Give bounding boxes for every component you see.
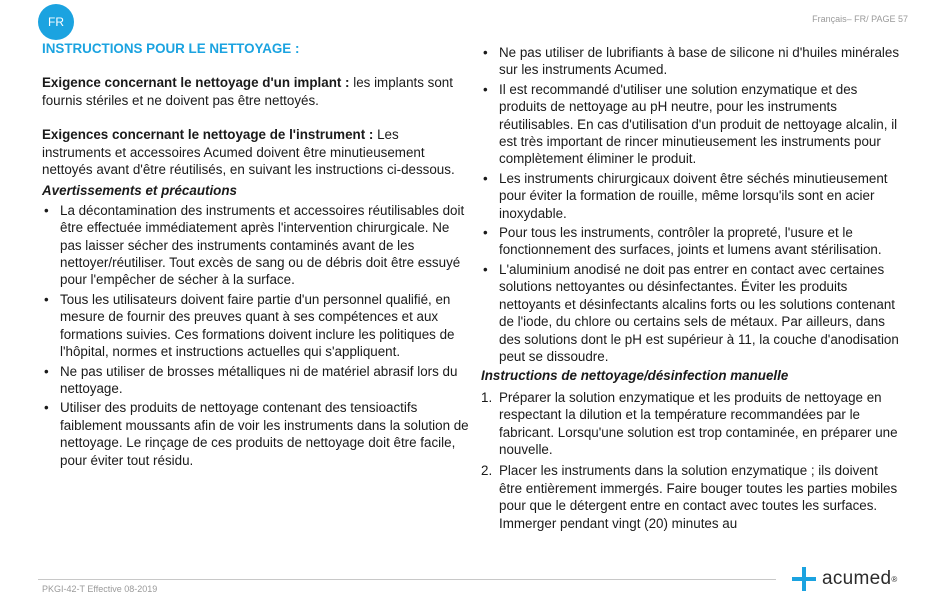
precautions-list bbox=[481, 44, 903, 365]
list-item: • Les instruments chirurgicaux doivent être séchés minutieusement pour éviter la formation de rouille, même lorsqu'ils sont en acier inoxydable. bbox=[481, 170, 903, 222]
step-text: Placer les instruments dans la solution enzymatique ; ils doivent être entièrement immergés. Faire bouger toutes les parties mobiles pour que le détergent entre en contact avec toutes les surfaces. Immerger pendant vingt (20) minutes au bbox=[499, 463, 898, 531]
list-item: • Pour tous les instruments, contrôler la propreté, l'usure et le fonctionnement des surfaces, joints et lumens avant stérilisation. bbox=[481, 224, 903, 259]
manual-cleaning-steps bbox=[481, 389, 903, 532]
instrument-requirement-label: Exigences concernant le nettoyage de l'instrument : bbox=[42, 127, 374, 143]
step-number: 1. bbox=[481, 389, 493, 405]
list-item: • Ne pas utiliser de brosses métalliques ni de matériel abrasif lors du nettoyage. bbox=[42, 363, 470, 398]
list-item: • Ne pas utiliser de lubrifiants à base de silicone ni d'huiles minérales sur les instruments Acumed. bbox=[481, 44, 903, 79]
instrument-requirement bbox=[42, 126, 470, 178]
step-item bbox=[481, 389, 903, 459]
step-text: Préparer la solution enzymatique et les produits de nettoyage en respectant la dilution et la température recommandées par le fabricant. Lorsqu'une solution est trop contaminée, en préparer une nouvelle. bbox=[499, 389, 898, 457]
section-title: INSTRUCTIONS POUR LE NETTOYAGE : bbox=[42, 41, 300, 56]
list-item: • La décontamination des instruments et accessoires réutilisables doit être effectuée immédiatement après l'intervention chirurgicale. Ne pas laisser sécher des instruments contaminés avant de les nettoyer/réutiliser. Tout excès de sang ou de débris doit être essuyé pour l'empêcher de sécher à la surface. bbox=[42, 202, 470, 289]
warnings-list bbox=[42, 202, 470, 469]
list-item: • Utiliser des produits de nettoyage contenant des tensioactifs faiblement moussants afin de voir les instruments dans la solution de nettoyage. Le rinçage de ces produits de nettoyage doit être facile, pour éviter tout résidu. bbox=[42, 399, 470, 469]
language-badge: FR bbox=[38, 4, 74, 40]
step-item bbox=[481, 462, 903, 532]
footer-divider bbox=[38, 579, 776, 580]
list-item: • L'aluminium anodisé ne doit pas entrer en contact avec certaines solutions nettoyantes ou désinfectantes. Éviter les produits nettoyants et désinfectants alcalins forts ou les solutions contenant de l'iode, du chlore ou certains sels de métaux. Par ailleurs, dans des solutions dont le pH est supérieur à 11, la couche d'anodisation peut se dissoudre. bbox=[481, 261, 903, 365]
implant-requirement-label: Exigence concernant le nettoyage d'un implant : bbox=[42, 75, 350, 91]
implant-requirement-text: les implants sont fournis stériles et ne doivent pas être nettoyés. bbox=[42, 75, 453, 108]
registered-mark: ® bbox=[891, 574, 898, 584]
implant-requirement bbox=[42, 74, 470, 109]
list-item: • Il est recommandé d'utiliser une solution enzymatique et des produits de nettoyage au pH neutre, pour les instruments réutilisables. En cas d'utilisation d'un produit de nettoyage alcalin, il est très important de rincer minutieusement les instruments pour complètement éliminer le produit. bbox=[481, 81, 903, 168]
acumed-logo bbox=[792, 567, 897, 591]
cross-logo-icon bbox=[792, 567, 816, 591]
left-column bbox=[42, 40, 470, 471]
manual-cleaning-heading: Instructions de nettoyage/désinfection manuelle bbox=[481, 368, 789, 384]
logo-wordmark: acumed bbox=[822, 568, 892, 589]
document-code: PKGI-42-T Effective 08-2019 bbox=[42, 584, 158, 594]
warnings-heading: Avertissements et précautions bbox=[42, 183, 237, 199]
list-item: • Tous les utilisateurs doivent faire partie d'un personnel qualifié, en mesure de fournir des preuves quant à ses compétences et aux formations suivies. Ces formations doivent inclure les politiques de l'hôpital, normes et instructions actuelles qui s'appliquent. bbox=[42, 291, 470, 361]
page-reference: Français– FR/ PAGE 57 bbox=[812, 14, 908, 24]
step-number: 2. bbox=[481, 463, 493, 479]
instrument-requirement-text: Les instruments et accessoires Acumed doivent être minutieusement nettoyés avant d'être réutilisés, en suivant les instructions ci-dessous. bbox=[42, 127, 455, 178]
right-column bbox=[481, 44, 903, 536]
